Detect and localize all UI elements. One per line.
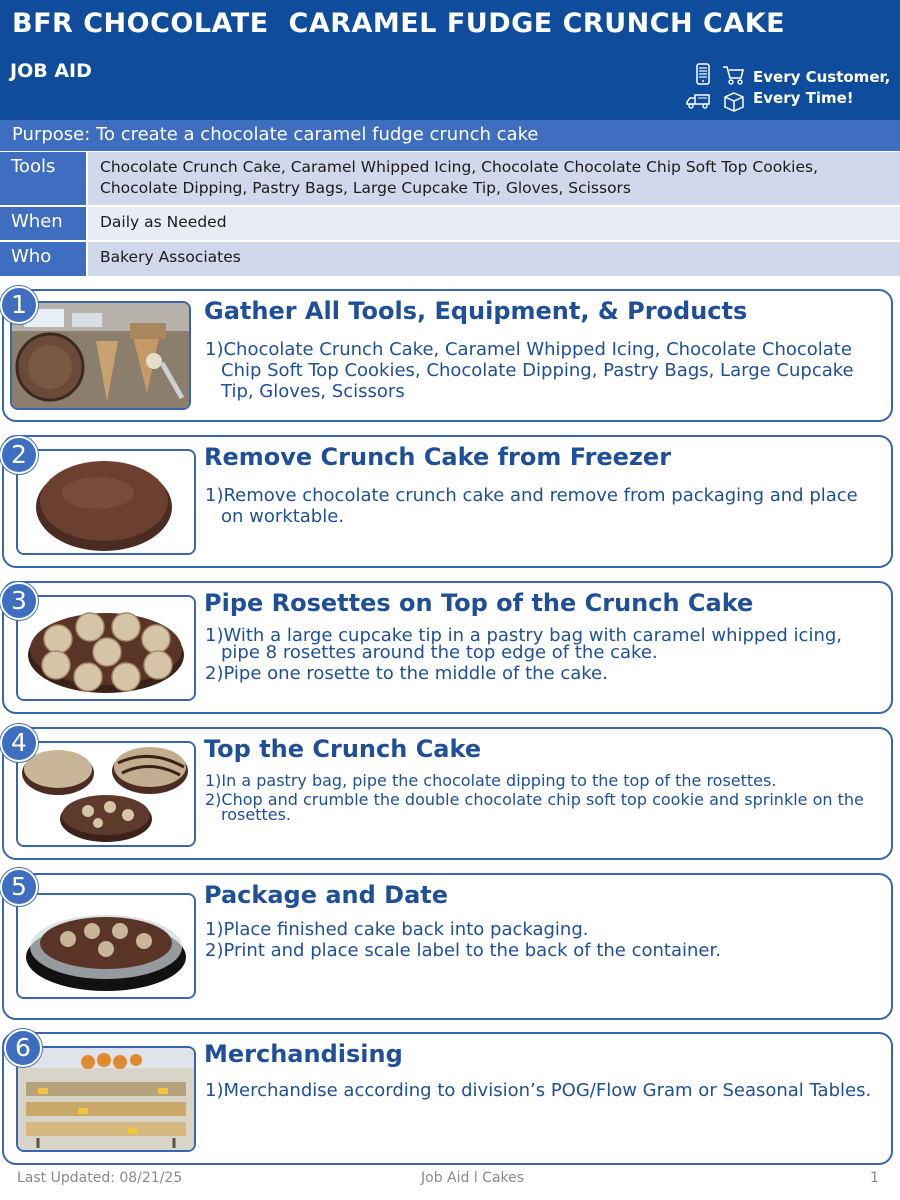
step-3-number-badge: 3 (0, 582, 38, 620)
mobile-phone-icon (695, 63, 711, 85)
when-row (0, 207, 900, 240)
step-5-number-badge: 5 (0, 868, 38, 906)
tools-value: Chocolate Crunch Cake, Caramel Whipped Icing, Chocolate Chocolate Chip Soft Top Cookies, Chocolate Dipping, Pastry Bags, Large Cupcake Tip, Gloves, Scissors (88, 152, 900, 205)
step-4-line-1: 1)In a pastry bag, pipe the chocolate dipping to the top of the rosettes. (205, 771, 777, 790)
slogan-line-2: Every Time! (753, 89, 854, 107)
step-2-photo-crunch-cake (16, 449, 196, 555)
step-5-instructions (205, 919, 877, 961)
step-card-2 (2, 435, 893, 568)
step-1-photo-tools-and-products (10, 301, 191, 410)
step-1-instructions (205, 339, 877, 402)
step-2-number-badge: 2 (0, 436, 38, 474)
footer-document-label: Job Aid l Cakes (421, 1170, 525, 1186)
tools-row (0, 152, 900, 205)
who-row (0, 242, 900, 276)
footer-last-updated: Last Updated: 08/21/25 (17, 1170, 183, 1186)
purpose-row: Purpose: To create a chocolate caramel fudge crunch cake (0, 120, 900, 151)
step-2-instructions (205, 485, 877, 527)
shopping-cart-icon (721, 64, 745, 86)
slogan-line-1: Every Customer, (753, 68, 891, 86)
step-4-instructions (205, 773, 877, 822)
step-2-line-1: 1)Remove chocolate crunch cake and remove from packaging and place on worktable. (205, 485, 858, 527)
step-5-photo-packaged-cake (16, 893, 196, 999)
step-6-photo-merchandising-table (16, 1046, 196, 1152)
step-card-3 (2, 581, 893, 714)
tools-label: Tools (0, 152, 86, 205)
step-5-title: Package and Date (204, 881, 449, 909)
page-subtitle: JOB AID (10, 60, 92, 82)
step-1-line-1: 1)Chocolate Crunch Cake, Caramel Whipped Icing, Chocolate Chocolate Chip Soft Top Cookies, Chocolate Dipping, Pastry Bags, Large Cupcake Tip, Gloves, Scissors (205, 339, 854, 402)
slogan (753, 67, 890, 109)
when-label: When (0, 207, 86, 240)
step-3-line-1: 1)With a large cupcake tip in a pastry bag with caramel whipped icing, pipe 8 rosettes around the top edge of the cake. (205, 625, 843, 663)
step-6-line-1: 1)Merchandise according to division’s POG/Flow Gram or Seasonal Tables. (205, 1080, 872, 1101)
step-1-title: Gather All Tools, Equipment, & Products (204, 297, 748, 325)
page-title: BFR CHOCOLATE CARAMEL FUDGE CRUNCH CAKE (12, 8, 786, 39)
step-4-number-badge: 4 (0, 724, 38, 762)
when-value: Daily as Needed (88, 207, 900, 240)
who-value: Bakery Associates (88, 242, 900, 276)
step-6-instructions (205, 1080, 877, 1101)
package-box-icon (722, 91, 746, 113)
step-1-number-badge: 1 (0, 286, 38, 324)
header-banner (0, 0, 900, 120)
footer-page-number: 1 (870, 1170, 879, 1186)
step-3-line-2: 2)Pipe one rosette to the middle of the cake. (205, 663, 608, 684)
step-5-line-2: 2)Print and place scale label to the back of the container. (205, 940, 721, 961)
step-4-photo-topped-cakes (16, 741, 196, 847)
step-5-line-1: 1)Place finished cake back into packaging. (205, 919, 589, 940)
step-card-5 (2, 873, 893, 1020)
who-label: Who (0, 242, 86, 276)
step-3-photo-rosettes (16, 595, 196, 701)
step-3-title: Pipe Rosettes on Top of the Crunch Cake (204, 589, 754, 617)
step-card-6 (2, 1032, 893, 1165)
step-3-instructions (205, 627, 877, 682)
step-2-title: Remove Crunch Cake from Freezer (204, 443, 672, 471)
step-4-line-2: 2)Chop and crumble the double chocolate chip soft top cookie and sprinkle on the rosettes. (205, 790, 864, 824)
step-card-1 (2, 289, 893, 422)
step-4-title: Top the Crunch Cake (204, 735, 482, 763)
step-6-number-badge: 6 (4, 1029, 42, 1067)
delivery-truck-icon (685, 92, 713, 110)
step-6-title: Merchandising (204, 1040, 403, 1068)
step-card-4 (2, 727, 893, 860)
